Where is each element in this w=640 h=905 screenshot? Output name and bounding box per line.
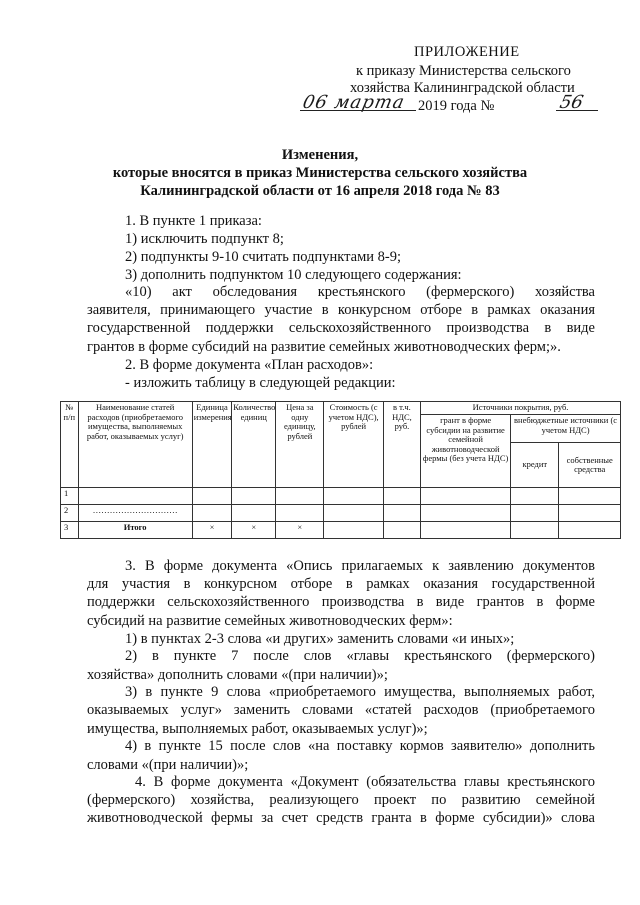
row-unit: ×: [192, 522, 232, 539]
row-num: 2: [61, 505, 79, 522]
quote-line-1: «10) акт обследования крестьянского (фермерского) хозяйства: [125, 284, 595, 300]
appendix-title: ПРИЛОЖЕНИЕ: [414, 44, 520, 60]
row-num: 3: [61, 522, 79, 539]
section-3-line-3: поддержки сельскохозяйственного производства в виде грантов в форме: [87, 594, 595, 610]
section-3-item-4-line-2: словами «(при наличии)»;: [87, 757, 249, 773]
section-3-item-4-line-1: 4) в пункте 15 после слов «на поставку кормов заявителю» дополнить: [125, 738, 595, 754]
section-4-line-3: животноводческой фермы за счет средств гранта в форме субсидии)» слова: [87, 810, 595, 826]
header-grant: грант в форме субсидии на развитие семейной животноводческой фермы (без учета НДС): [421, 415, 511, 488]
header-name: Наименование статей расходов (приобретаемого имущества, выполняемых работ, оказываемых услуг): [78, 402, 192, 488]
quote-line-2: заявителя, принимающего участие в конкурсном отборе в рамках оказания: [87, 302, 595, 318]
header-unit: Единица измерения: [192, 402, 232, 488]
header-price: Цена за одну единицу, рублей: [276, 402, 324, 488]
section-1-item-2: 2) подпункты 9-10 считать подпунктами 8-9;: [125, 249, 402, 265]
table-row: [61, 522, 621, 539]
table-row: [61, 488, 621, 505]
header-extra: внебюджетные источники (с учетом НДС): [511, 415, 621, 443]
date-underline: [300, 110, 416, 111]
appendix-line-3: 2019 года №: [418, 98, 495, 114]
section-1: 1. В пункте 1 приказа:: [125, 213, 262, 229]
number-underline: [556, 110, 598, 111]
row-qty: ×: [232, 522, 276, 539]
handwritten-date: 06 марта: [300, 92, 407, 113]
doc-title-line-3: Калининградской области от 16 апреля 2018 года № 83: [140, 183, 500, 199]
header-sources: Источники покрытия, руб.: [421, 402, 621, 415]
handwritten-number: 56: [557, 92, 586, 113]
quote-line-3: государственной поддержки сельскохозяйственного производства в виде: [87, 320, 595, 336]
section-3-item-3-line-1: 3) в пункте 9 слова «приобретаемого имущества, выполняемых работ,: [125, 684, 595, 700]
quote-line-4: грантов в форме субсидий на развитие семейных животноводческих ферм;».: [87, 339, 561, 355]
header-cost: Стоимость (с учетом НДС), рублей: [324, 402, 383, 488]
section-4-line-2: (фермерского) хозяйства, реализующего проект по развитию семейной: [87, 792, 595, 808]
expense-plan-table: [60, 401, 621, 539]
section-3-item-3-line-2: оказываемых услуг» заменить словами «статей расходов (приобретаемого: [87, 702, 595, 718]
header-num: № п/п: [61, 402, 79, 488]
section-3-line-2: для участия в конкурсном отборе в рамках оказания государственной: [87, 576, 595, 592]
appendix-line-1: к приказу Министерства сельского: [356, 63, 571, 79]
table-row: [61, 505, 621, 522]
section-3-item-2-line-2: хозяйства» дополнить словами «(при наличии)»;: [87, 667, 388, 683]
section-3-item-3-line-3: имущества, выполняемых работ, оказываемых услуг)»;: [87, 721, 428, 737]
section-3-line-1: 3. В форме документа «Опись прилагаемых к заявлению документов: [125, 558, 595, 574]
section-2: 2. В форме документа «План расходов»:: [125, 357, 374, 373]
row-name: Итого: [78, 522, 192, 539]
row-price: ×: [276, 522, 324, 539]
section-4-line-1: 4. В форме документа «Документ (обязательства главы крестьянского: [135, 774, 595, 790]
row-name: [78, 488, 192, 505]
section-3-line-4: субсидий на развитие семейных животноводческих ферм»:: [87, 613, 453, 629]
section-2-item: - изложить таблицу в следующей редакции:: [125, 375, 396, 391]
header-own: собственные средства: [559, 443, 621, 488]
row-num: 1: [61, 488, 79, 505]
section-1-item-1: 1) исключить подпункт 8;: [125, 231, 284, 247]
section-3-item-2-line-1: 2) в пункте 7 после слов «главы крестьянского (фермерского): [125, 648, 595, 664]
section-1-item-3: 3) дополнить подпунктом 10 следующего содержания:: [125, 267, 462, 283]
appendix-line-2: хозяйства Калининградской области: [350, 80, 575, 96]
section-3-item-1: 1) в пунктах 2-3 слова «и других» заменить словами «и иных»;: [125, 631, 515, 647]
doc-title-line-2: которые вносятся в приказ Министерства сельского хозяйства: [112, 165, 528, 181]
row-name: …………………………: [78, 505, 192, 522]
doc-title-line-1: Изменения,: [281, 147, 359, 163]
header-credit: кредит: [511, 443, 559, 488]
header-vat: в т.ч. НДС, руб.: [383, 402, 420, 488]
header-qty: Количество единиц: [232, 402, 276, 488]
